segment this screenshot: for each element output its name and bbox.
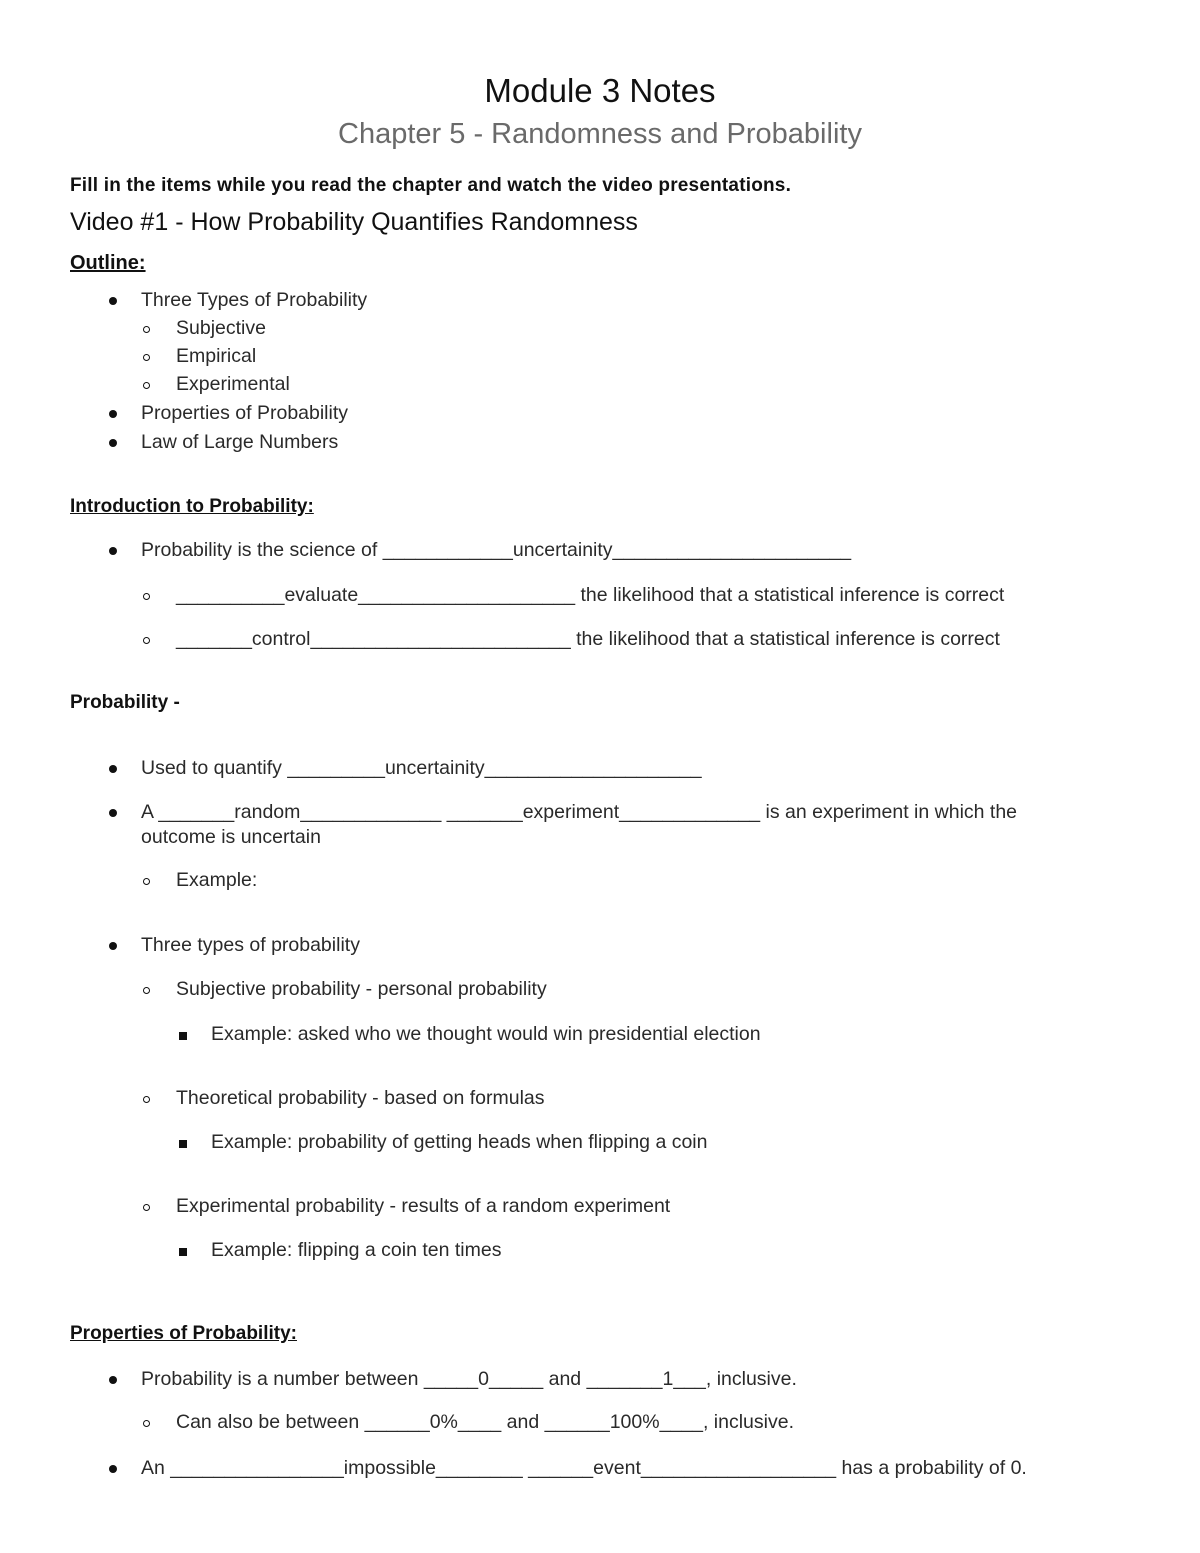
hollow-bullet-icon	[143, 637, 150, 644]
bullet-icon	[109, 1465, 117, 1473]
fill-in-item-continued: outcome is uncertain	[141, 826, 321, 848]
properties-heading: Properties of Probability:	[70, 1323, 297, 1344]
chapter-subtitle: Chapter 5 - Randomness and Probability	[338, 118, 862, 150]
hollow-bullet-icon	[143, 1420, 150, 1427]
video-heading: Video #1 - How Probability Quantifies Randomness	[70, 208, 638, 236]
square-bullet-icon	[179, 1140, 187, 1148]
hollow-bullet-icon	[143, 382, 150, 389]
fill-in-item: __________evaluate____________________ the likelihood that a statistical inference is correct	[176, 584, 1005, 606]
fill-in-item: Used to quantify _________uncertainity____________________	[141, 757, 702, 779]
bullet-icon	[109, 439, 117, 447]
intro-heading: Introduction to Probability:	[70, 496, 314, 517]
square-bullet-icon	[179, 1032, 187, 1040]
list-item: Theoretical probability - based on formulas	[176, 1087, 545, 1109]
bullet-icon	[109, 765, 117, 773]
hollow-bullet-icon	[143, 326, 150, 333]
fill-in-item: Probability is a number between _____0_____ and _______1___, inclusive.	[141, 1368, 797, 1390]
bullet-icon	[109, 297, 117, 305]
page-title: Module 3 Notes	[484, 72, 716, 109]
outline-subitem: Subjective	[176, 317, 266, 339]
list-item: Example: asked who we thought would win presidential election	[211, 1023, 761, 1045]
fill-in-item: Probability is the science of ____________uncertainity______________________	[141, 539, 852, 561]
list-item: Experimental probability - results of a random experiment	[176, 1195, 671, 1217]
hollow-bullet-icon	[143, 593, 150, 600]
bullet-icon	[109, 547, 117, 555]
hollow-bullet-icon	[143, 354, 150, 361]
outline-item: Three Types of Probability	[141, 289, 368, 311]
hollow-bullet-icon	[143, 1096, 150, 1103]
outline-subitem: Experimental	[176, 373, 290, 395]
hollow-bullet-icon	[143, 1204, 150, 1211]
list-item: Example: flipping a coin ten times	[211, 1239, 502, 1261]
outline-heading: Outline:	[70, 252, 146, 274]
outline-subitem: Empirical	[176, 345, 257, 367]
outline-item: Properties of Probability	[141, 402, 349, 424]
probability-heading: Probability -	[70, 692, 180, 713]
bullet-icon	[109, 809, 117, 817]
list-item: Three types of probability	[141, 934, 360, 956]
fill-in-item: A _______random_____________ _______experiment_____________ is an experiment in which the	[141, 801, 1018, 823]
bullet-icon	[109, 410, 117, 418]
fill-in-item: An ________________impossible________ ______event__________________ has a probability of 0.	[141, 1457, 1027, 1479]
instructions: Fill in the items while you read the chapter and watch the video presentations.	[70, 175, 792, 196]
bullet-icon	[109, 1376, 117, 1384]
square-bullet-icon	[179, 1248, 187, 1256]
list-item: Subjective probability - personal probability	[176, 978, 547, 1000]
example-label: Example:	[176, 869, 258, 891]
hollow-bullet-icon	[143, 878, 150, 885]
list-item: Example: probability of getting heads when flipping a coin	[211, 1131, 708, 1153]
fill-in-item: _______control________________________ the likelihood that a statistical inference is correct	[176, 628, 1000, 650]
hollow-bullet-icon	[143, 987, 150, 994]
fill-in-item: Can also be between ______0%____ and ______100%____, inclusive.	[176, 1411, 794, 1433]
outline-item: Law of Large Numbers	[141, 431, 339, 453]
bullet-icon	[109, 942, 117, 950]
